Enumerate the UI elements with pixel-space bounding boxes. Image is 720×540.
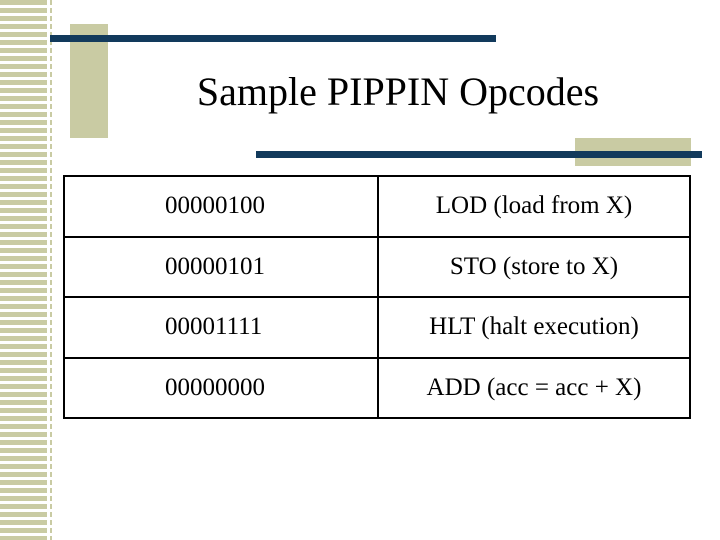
- description-cell: LOD (load from X): [378, 176, 690, 237]
- table-row: [64, 176, 690, 237]
- opcode-cell: 00000100: [64, 176, 378, 237]
- description-cell: ADD (acc = acc + X): [378, 358, 690, 419]
- slide-title: Sample PIPPIN Opcodes: [196, 69, 600, 114]
- top-rule: [50, 35, 496, 42]
- left-striped-bar: [0, 0, 52, 540]
- bottom-rule: [256, 151, 702, 158]
- description-cell: STO (store to X): [378, 237, 690, 298]
- opcode-cell: 00000000: [64, 358, 378, 419]
- table-row: [64, 297, 690, 358]
- opcodes-table: [63, 175, 691, 419]
- description-cell: HLT (halt execution): [378, 297, 690, 358]
- table-row: [64, 237, 690, 298]
- opcode-cell: 00001111: [64, 297, 378, 358]
- table-row: [64, 358, 690, 419]
- opcode-cell: 00000101: [64, 237, 378, 298]
